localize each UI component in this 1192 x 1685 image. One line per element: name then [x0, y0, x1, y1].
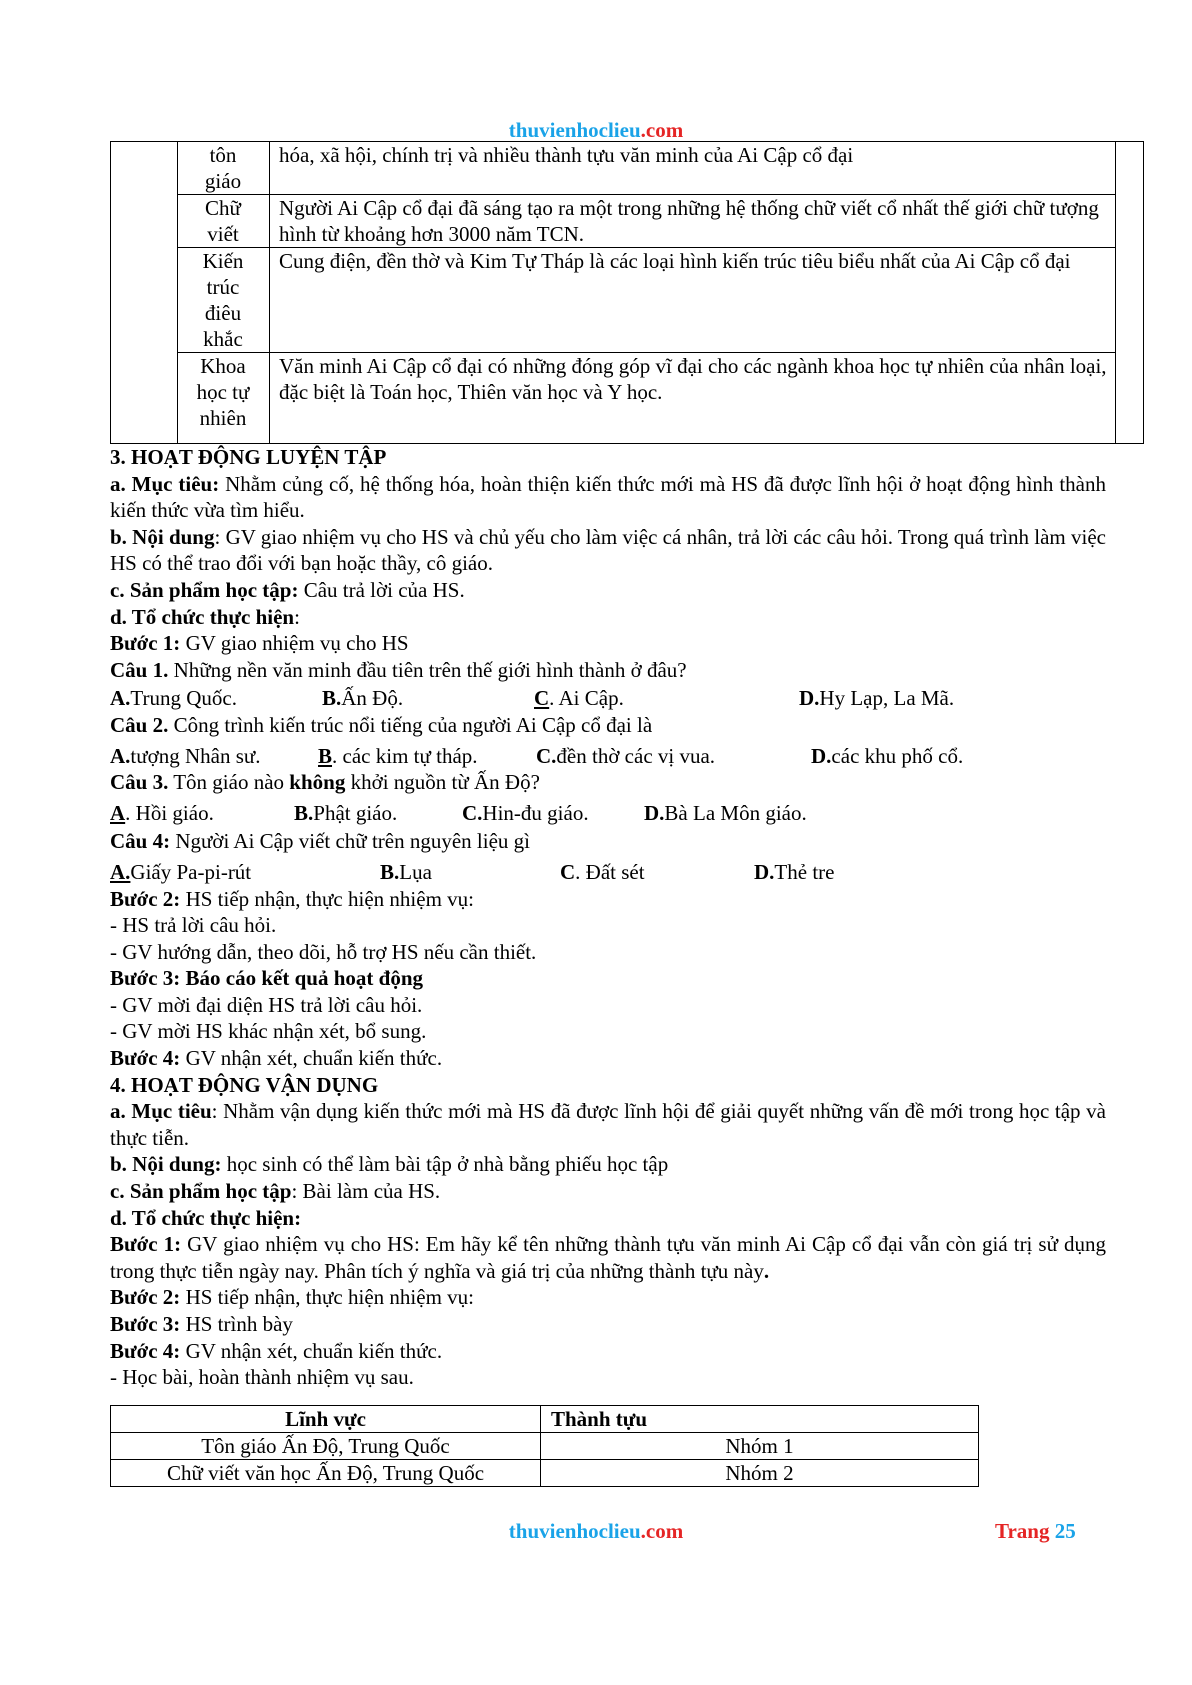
cell-group: Nhóm 1 [541, 1433, 979, 1460]
question-4: Câu 4: Người Ai Cập viết chữ trên nguyên liệu gì [110, 829, 530, 854]
table-row [178, 248, 1116, 353]
option-c: C.Hin-đu giáo. [462, 800, 589, 825]
header-site-name[interactable] [0, 118, 1192, 143]
page-number [995, 1519, 1076, 1544]
page-number-value: 25 [1054, 1519, 1076, 1543]
sec4-homework: - Học bài, hoàn thành nhiệm vụ sau. [110, 1365, 414, 1390]
sec3-content: b. Nội dung: GV giao nhiệm vụ cho HS và chủ yếu cho làm việc cá nhân, trả lời các câu hỏi. Trong quá trình làm việc HS có thể trao đổi với bạn hoặc thầy, cô giáo. [110, 524, 1106, 576]
sec4-content: b. Nội dung: học sinh có thể làm bài tập ở nhà bằng phiếu học tập [110, 1152, 669, 1177]
table-row [178, 195, 1116, 248]
sec3-step2: Bước 2: HS tiếp nhận, thực hiện nhiệm vụ: [110, 886, 474, 911]
option-d: D.các khu phố cổ. [811, 743, 964, 768]
section3-title: 3. HOẠT ĐỘNG LUYỆN TẬP [110, 445, 387, 469]
table-row [178, 142, 1116, 195]
row-label: Khoa học tự nhiên [196, 354, 250, 430]
sec4-product: c. Sản phẩm học tập: Bài làm của HS. [110, 1179, 441, 1204]
row-text: hóa, xã hội, chính trị và nhiều thành tựu văn minh của Ai Cập cổ đại [269, 142, 1109, 194]
site-name-part2: .com [640, 1519, 684, 1543]
cell-field: Chữ viết văn học Ấn Độ, Trung Quốc [111, 1460, 541, 1487]
header-field: Lĩnh vực [111, 1406, 541, 1433]
sec3-step1: Bước 1: GV giao nhiệm vụ cho HS [110, 631, 409, 656]
table-header-row [111, 1406, 979, 1433]
option-d: D.Bà La Môn giáo. [644, 800, 807, 825]
site-name-part2: .com [640, 118, 684, 142]
option-b-correct: B. các kim tự tháp. [318, 743, 478, 768]
question-1: Câu 1. Những nền văn minh đầu tiên trên thế giới hình thành ở đâu? [110, 657, 687, 682]
sec3-step3: Bước 3: Báo cáo kết quả hoạt động [110, 966, 424, 991]
sec3-objective: a. Mục tiêu: Nhằm củng cố, hệ thống hóa, hoàn thiện kiến thức mới mà HS đã được lĩnh hội ở hoạt động hình thành kiến thức vừa tìm hiểu. [110, 471, 1106, 523]
option-c-correct: C. Ai Cập. [534, 686, 624, 711]
section4-title: 4. HOẠT ĐỘNG VẬN DỤNG [110, 1072, 379, 1097]
row-label: Chữ viết [205, 196, 241, 246]
row-text: Cung điện, đền thờ và Kim Tự Tháp là các loại hình kiến trúc tiêu biểu nhất của Ai Cập cổ đại [269, 248, 1109, 352]
row-text: Người Ai Cập cổ đại đã sáng tạo ra một trong những hệ thống chữ viết cổ nhất thế giới chữ tượng hình từ khoảng hơn 3000 năm TCN. [269, 195, 1109, 247]
site-name-part1: thuvienhoclieu [508, 1519, 641, 1543]
question-2: Câu 2. Công trình kiến trúc nổi tiếng của người Ai Cập cổ đại là [110, 712, 653, 737]
question-2-options [110, 743, 1106, 770]
option-a-correct: A.Giấy Pa-pi-rút [110, 859, 252, 884]
table-row [178, 353, 1116, 443]
option-b: B.Phật giáo. [294, 800, 398, 825]
option-d: D.Hy Lạp, La Mã. [799, 686, 955, 711]
sec4-step2: Bước 2: HS tiếp nhận, thực hiện nhiệm vụ: [110, 1285, 474, 1310]
cell-field: Tôn giáo Ấn Độ, Trung Quốc [111, 1433, 541, 1460]
sec3-step3-line2: - GV mời HS khác nhận xét, bổ sung. [110, 1019, 427, 1044]
row-text: Văn minh Ai Cập cổ đại có những đóng góp vĩ đại cho các ngành khoa học tự nhiên của nhân loại, đặc biệt là Toán học, Thiên văn học và Y học. [269, 353, 1109, 443]
lesson-body [110, 444, 1106, 1391]
sec4-step1: Bước 1: GV giao nhiệm vụ cho HS: Em hãy kể tên những thành tựu văn minh Ai Cập cổ đại vẫn còn giá trị sử dụng trong thực tiễn ngày nay. Phân tích ý nghĩa và giá trị của những thành tựu này. [110, 1232, 1106, 1283]
page-label: Trang [995, 1519, 1055, 1543]
achievements-table [110, 141, 1144, 444]
option-b: B.Ấn Độ. [322, 686, 404, 711]
sec4-organization: d. Tổ chức thực hiện: [110, 1205, 302, 1230]
question-3: Câu 3. Tôn giáo nào không khởi nguồn từ Ấn Độ? [110, 770, 540, 795]
table-row [111, 1433, 979, 1460]
row-label: tôn giáo [204, 143, 242, 193]
sec4-objective: a. Mục tiêu: Nhằm vận dụng kiến thức mới mà HS đã được lĩnh hội để giải quyết những vấn đề mới trong học tập và thực tiễn. [110, 1099, 1106, 1150]
sec3-step4: Bước 4: GV nhận xét, chuẩn kiến thức. [110, 1046, 443, 1071]
row-label: Kiến trúc điêu khắc [202, 249, 244, 351]
sec4-step4: Bước 4: GV nhận xét, chuẩn kiến thức. [110, 1338, 443, 1363]
assignment-table [110, 1405, 979, 1487]
cell-group: Nhóm 2 [541, 1460, 979, 1487]
question-4-options [110, 859, 1106, 886]
option-a: A.tượng Nhân sư. [110, 743, 261, 768]
sec3-step3-line1: - GV mời đại diện HS trả lời câu hỏi. [110, 992, 423, 1017]
site-name-part1: thuvienhoclieu [508, 118, 641, 142]
table-inner [177, 142, 1116, 443]
sec3-product: c. Sản phẩm học tập: Câu trả lời của HS. [110, 577, 465, 602]
sec3-organization: d. Tổ chức thực hiện: [110, 604, 300, 629]
option-c: C.đền thờ các vị vua. [536, 743, 716, 768]
sec3-step2-line1: - HS trả lời câu hỏi. [110, 913, 277, 938]
option-a: A.Trung Quốc. [110, 686, 237, 711]
option-b: B.Lụa [380, 859, 432, 884]
question-3-options [110, 800, 1106, 827]
option-c: C. Đất sét [560, 859, 645, 884]
option-a-correct: A. Hồi giáo. [110, 800, 214, 825]
sec4-step3: Bước 3: HS trình bày [110, 1312, 293, 1336]
sec3-step2-line2: - GV hướng dẫn, theo dõi, hỗ trợ HS nếu cần thiết. [110, 939, 537, 964]
table-row [111, 1460, 979, 1487]
question-1-options [110, 685, 1106, 712]
header-achievement: Thành tựu [541, 1406, 979, 1433]
option-d: D.Thẻ tre [754, 859, 835, 884]
